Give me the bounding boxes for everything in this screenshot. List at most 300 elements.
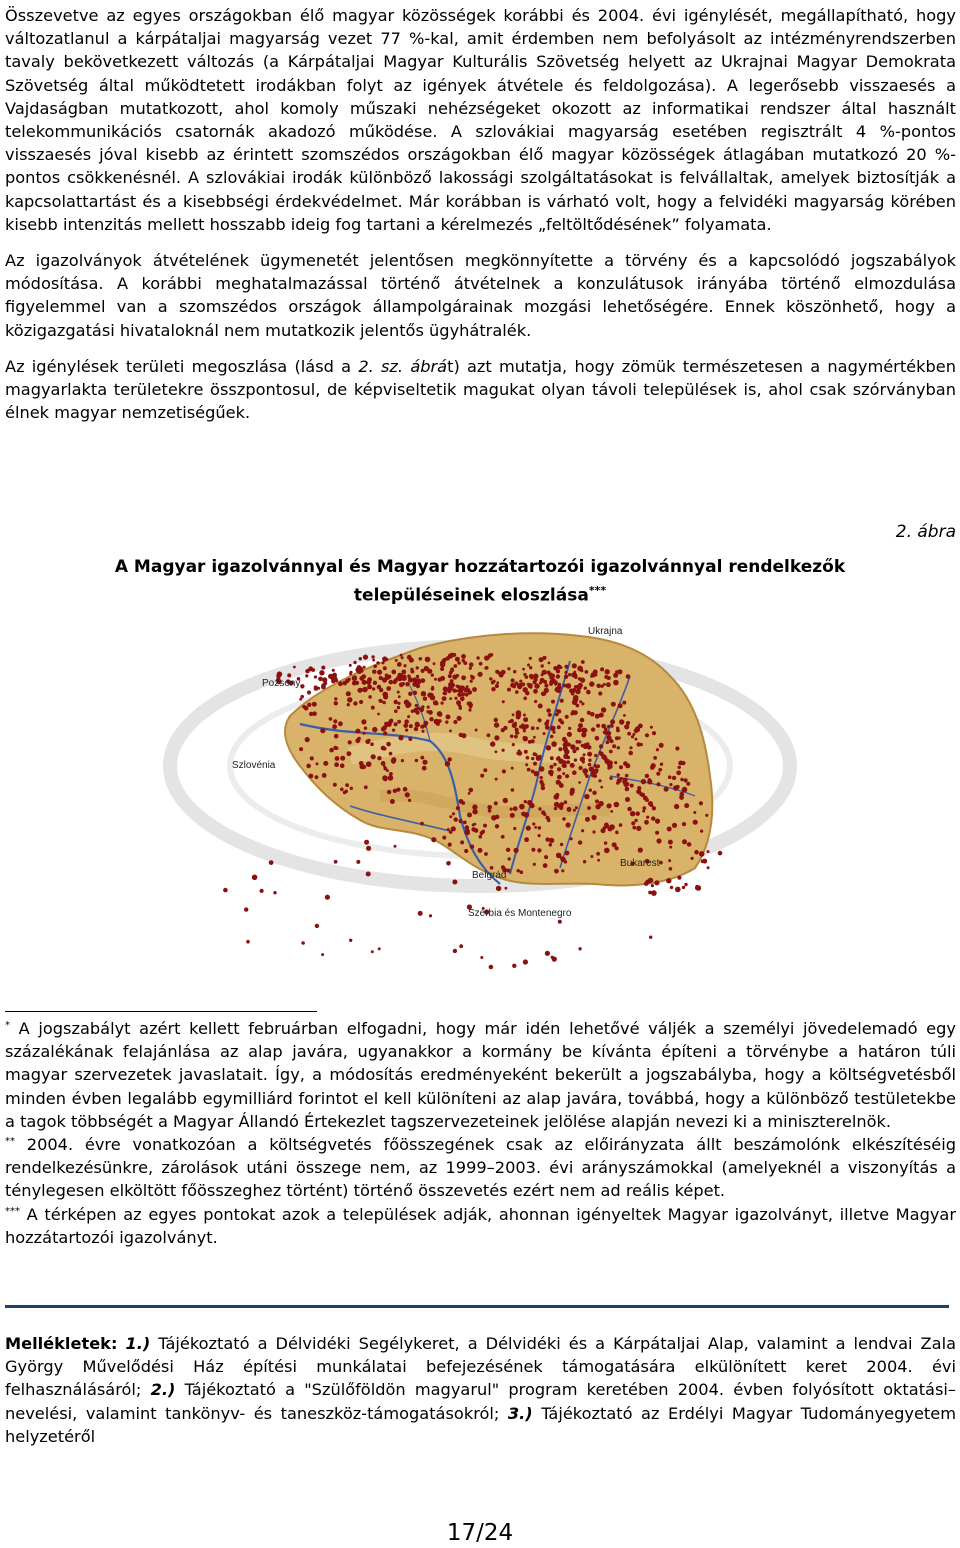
settlement-dot <box>333 746 337 750</box>
settlement-dot <box>445 761 450 766</box>
settlement-dot <box>373 681 377 685</box>
settlement-dot <box>524 837 529 842</box>
settlement-dot <box>452 880 457 885</box>
settlement-dot <box>677 876 681 880</box>
settlement-dot <box>510 683 515 688</box>
settlement-dot <box>644 820 649 825</box>
footnotes <box>5 1017 956 1249</box>
settlement-dot <box>578 840 582 844</box>
settlement-dot <box>550 765 554 769</box>
settlement-dot <box>392 757 397 762</box>
settlement-dot <box>494 722 499 727</box>
settlement-dot <box>581 660 585 664</box>
settlement-dot <box>641 779 646 784</box>
settlement-dot <box>607 725 611 729</box>
settlement-dot <box>362 732 365 735</box>
settlement-dot <box>520 870 524 874</box>
settlement-dot <box>622 779 627 784</box>
settlement-dot <box>679 796 683 800</box>
settlement-dot <box>587 806 591 810</box>
paragraph-3 <box>5 355 956 425</box>
settlement-dot <box>322 773 327 778</box>
body-text <box>5 4 956 424</box>
settlement-dot <box>645 774 649 778</box>
settlement-dot <box>638 848 643 853</box>
settlement-dot <box>617 746 620 749</box>
settlement-dot <box>260 889 264 893</box>
settlement-dot <box>366 872 371 877</box>
settlement-dot <box>613 680 619 686</box>
settlement-dot <box>699 851 705 857</box>
settlement-dot <box>589 681 594 686</box>
settlement-dot <box>693 820 698 825</box>
paragraph-2: Az igazolványok átvételének ügymenetét jelentősen megkönnyítette a törvény és a kapcsolódó jogszabályok módosítása. A korábbi meghatalmazással történő átvételnek a konzulátusok irányába történő elmozdulása figyelemmel van a szomszédos országok állampolgárainak mozgási lehetőségére. Ennek köszönhető, hogy a közigazgatási hivataloknál nem mutatkozik jelentős ügyhátralék. <box>5 251 956 340</box>
settlement-dot <box>550 735 554 739</box>
settlement-dot <box>427 706 430 709</box>
settlement-dot <box>588 763 592 767</box>
settlement-dot <box>371 950 374 953</box>
settlement-dot <box>390 799 395 804</box>
settlement-dot <box>603 683 606 686</box>
settlement-dot <box>597 859 600 862</box>
attachments-label: Mellékletek: <box>5 1334 118 1353</box>
settlement-dot <box>560 843 563 846</box>
settlement-dot <box>347 751 352 756</box>
settlement-dot <box>616 781 620 785</box>
settlement-dot <box>670 886 673 889</box>
settlement-dot <box>682 886 685 889</box>
settlement-dot <box>423 721 428 726</box>
settlement-dot <box>578 683 583 688</box>
settlement-dot <box>656 838 661 843</box>
settlement-dot <box>395 659 398 662</box>
settlement-dot <box>320 728 325 733</box>
settlement-dot <box>329 717 333 721</box>
map-label-szlovenia: Szlovénia <box>232 760 276 771</box>
settlement-dot <box>510 719 514 723</box>
settlement-dot <box>396 676 399 679</box>
settlement-dot <box>523 718 526 721</box>
settlement-dot <box>513 827 516 830</box>
settlement-dot <box>537 848 541 852</box>
settlement-dot <box>450 653 455 658</box>
settlement-dot <box>652 806 656 810</box>
settlement-dot <box>325 895 330 900</box>
settlement-dot <box>609 777 612 780</box>
settlement-dot <box>309 712 313 716</box>
settlement-dot <box>472 809 477 814</box>
settlement-dot <box>335 756 340 761</box>
settlement-dot <box>461 654 466 659</box>
settlement-dot <box>246 940 250 944</box>
settlement-dot <box>508 857 511 860</box>
settlement-dot <box>693 811 696 814</box>
settlement-dot <box>447 689 451 693</box>
settlement-dot <box>484 852 488 856</box>
settlement-dot <box>583 860 586 863</box>
settlement-dot <box>687 842 692 847</box>
settlement-dot <box>489 965 494 970</box>
settlement-dot <box>355 667 360 672</box>
settlement-dot <box>459 705 462 708</box>
settlement-dot <box>315 924 319 928</box>
settlement-dot <box>461 733 466 738</box>
settlement-dot <box>567 807 571 811</box>
settlement-dot <box>676 770 681 775</box>
settlement-dot <box>604 841 607 844</box>
settlement-dot <box>506 848 510 852</box>
settlement-dot <box>594 754 597 757</box>
settlement-dot <box>669 846 672 849</box>
settlement-dot <box>461 675 466 680</box>
settlement-dot <box>316 762 319 765</box>
figure-title <box>40 556 920 608</box>
settlement-dot <box>625 774 629 778</box>
settlement-dot <box>538 704 543 709</box>
settlement-dot <box>383 777 388 782</box>
settlement-dot <box>604 727 608 731</box>
settlement-dot <box>293 666 296 669</box>
settlement-dot <box>574 676 577 679</box>
settlement-dot <box>469 788 474 793</box>
settlement-dot <box>538 718 542 722</box>
settlement-dot <box>534 700 537 703</box>
settlement-dot <box>318 677 323 682</box>
settlement-dot <box>359 676 364 681</box>
settlement-dot <box>595 765 599 769</box>
settlement-dot <box>522 668 525 671</box>
settlement-dot <box>707 850 710 853</box>
settlement-dot <box>593 670 598 675</box>
settlement-dot <box>502 749 505 752</box>
settlement-dot <box>353 661 356 664</box>
settlement-dot <box>580 757 585 762</box>
attachment-2-text: Tájékoztató a "Szülőföldön magyarul" program keretében 2004. évben folyósított oktatási–nevelési, valamint tankönyv- és taneszköz-támogatásokról; <box>5 1380 956 1423</box>
map-label-bukarest: Bukarest <box>620 858 660 869</box>
settlement-dot <box>527 664 530 667</box>
settlement-dot <box>516 731 520 735</box>
settlement-dot <box>513 670 516 673</box>
settlement-dot <box>433 662 436 665</box>
settlement-dot <box>558 920 562 924</box>
settlement-dot <box>512 743 515 746</box>
settlement-dot <box>523 687 528 692</box>
settlement-dot <box>403 787 408 792</box>
settlement-dot <box>332 724 337 729</box>
settlement-dot <box>453 664 457 668</box>
settlement-dot <box>349 673 352 676</box>
settlement-dot <box>383 731 387 735</box>
settlement-dot <box>490 741 495 746</box>
settlement-dot <box>668 859 671 862</box>
settlement-dot <box>568 673 571 676</box>
settlement-dot <box>587 752 592 757</box>
settlement-dot <box>459 819 463 823</box>
settlement-dot <box>678 766 681 769</box>
settlement-dot <box>495 684 499 688</box>
settlement-dot <box>546 745 551 750</box>
settlement-dot <box>405 792 410 797</box>
settlement-dot <box>378 947 381 950</box>
settlement-dot <box>575 806 578 809</box>
settlement-dot <box>541 783 545 787</box>
settlement-dot <box>585 670 589 674</box>
settlement-dot <box>514 735 518 739</box>
settlement-dot <box>557 725 561 729</box>
settlement-dot <box>422 766 427 771</box>
settlement-dot <box>448 843 452 847</box>
settlement-dot <box>672 823 677 828</box>
settlement-dot <box>453 949 457 953</box>
settlement-dot <box>645 733 649 737</box>
settlement-dot <box>533 762 537 766</box>
settlement-dot <box>469 667 472 670</box>
settlement-dot <box>659 743 664 748</box>
settlement-dot <box>564 675 568 679</box>
settlement-dot <box>549 838 554 843</box>
settlement-dot <box>456 700 461 705</box>
settlement-dot <box>572 749 576 753</box>
settlement-dot <box>495 750 498 753</box>
settlement-dot <box>598 691 602 695</box>
settlement-dot <box>334 697 337 700</box>
settlement-dot <box>636 826 641 831</box>
settlement-dot <box>420 756 424 760</box>
settlement-dot <box>554 807 558 811</box>
settlement-dot <box>464 849 468 853</box>
settlement-dot <box>449 671 453 675</box>
settlement-dot <box>523 736 526 739</box>
settlement-dot <box>446 714 451 719</box>
settlement-dot <box>348 678 351 681</box>
settlement-dot <box>566 683 572 689</box>
settlement-dot <box>390 719 394 723</box>
settlement-dot <box>448 757 452 761</box>
settlement-dot <box>454 817 458 821</box>
settlement-dot <box>610 724 613 727</box>
settlement-dot <box>299 747 303 751</box>
settlement-dot <box>694 850 699 855</box>
settlement-dot <box>517 869 520 872</box>
settlement-dot <box>507 688 511 692</box>
settlement-dot <box>588 759 591 762</box>
settlement-dot <box>548 672 552 676</box>
settlement-dot <box>478 672 483 677</box>
settlement-dot <box>640 743 643 746</box>
settlement-dot <box>626 674 631 679</box>
settlement-dot <box>459 799 464 804</box>
settlement-dot <box>510 813 515 818</box>
settlement-dot <box>343 681 348 686</box>
settlement-dot <box>364 727 367 730</box>
settlement-dot <box>604 848 610 854</box>
settlement-dot <box>531 757 534 760</box>
settlement-dot <box>386 769 389 772</box>
settlement-dot <box>252 875 258 881</box>
settlement-dot <box>408 677 413 682</box>
settlement-dot <box>440 676 445 681</box>
settlement-dot <box>334 860 338 864</box>
settlement-dot <box>431 686 434 689</box>
settlement-dot <box>305 669 309 673</box>
settlement-dot <box>487 805 492 810</box>
settlement-dot <box>628 751 633 756</box>
settlement-dot <box>587 711 591 715</box>
settlement-dot <box>364 785 368 789</box>
settlement-dot <box>416 675 419 678</box>
settlement-dot <box>371 655 374 658</box>
settlement-dot <box>323 681 327 685</box>
settlement-dot <box>622 701 626 705</box>
settlement-dot <box>525 724 529 728</box>
settlement-dot <box>592 791 596 795</box>
settlement-dot <box>457 716 462 721</box>
settlement-dot <box>383 701 386 704</box>
settlement-dot <box>581 702 584 705</box>
settlement-dot <box>415 759 419 763</box>
settlement-dot <box>312 702 317 707</box>
settlement-dot <box>578 666 582 670</box>
settlement-dot <box>440 667 444 671</box>
attachment-3-number: 3.) <box>507 1403 533 1423</box>
settlement-dot <box>619 823 623 827</box>
settlement-dot <box>558 747 562 751</box>
settlement-dot <box>551 741 557 747</box>
settlement-dot <box>427 669 432 674</box>
settlement-dot <box>680 778 683 781</box>
map-label-ukrajna: Ukrajna <box>588 626 623 637</box>
settlement-dot <box>468 792 471 795</box>
settlement-dot <box>632 733 635 736</box>
footnote-2-mark: ** <box>5 1136 15 1148</box>
settlement-dot <box>577 728 582 733</box>
settlement-dot <box>614 761 617 764</box>
settlement-dot <box>331 679 335 683</box>
settlement-dot <box>636 812 640 816</box>
settlement-dot <box>307 703 311 707</box>
settlement-dot <box>651 763 656 768</box>
settlement-dot <box>397 706 400 709</box>
settlement-dot <box>624 724 629 729</box>
settlement-dot <box>301 941 305 945</box>
settlement-dot <box>590 855 593 858</box>
settlement-dot <box>656 748 659 751</box>
settlement-dot <box>360 669 363 672</box>
settlement-dot <box>446 861 451 866</box>
settlement-dot <box>398 695 401 698</box>
settlement-dot <box>611 702 616 707</box>
settlement-dot <box>519 725 523 729</box>
settlement-dot <box>306 764 311 769</box>
settlement-dot <box>631 821 635 825</box>
settlement-dot <box>428 710 433 715</box>
settlement-dot <box>608 760 613 765</box>
settlement-dot <box>612 744 616 748</box>
settlement-dot <box>305 737 310 742</box>
settlement-dot <box>315 775 319 779</box>
settlement-dot <box>408 799 411 802</box>
settlement-dot <box>462 659 465 662</box>
settlement-dot <box>483 768 487 772</box>
settlement-dot <box>627 732 631 736</box>
settlement-dot <box>545 951 550 956</box>
settlement-dot <box>592 815 597 820</box>
settlement-dot <box>366 846 371 851</box>
settlement-dot <box>449 830 453 834</box>
settlement-dot <box>364 840 369 845</box>
settlement-dot <box>372 659 375 662</box>
settlement-dot <box>492 680 495 683</box>
settlement-dot <box>683 788 687 792</box>
settlement-dot <box>383 694 388 699</box>
settlement-dot <box>373 664 377 668</box>
settlement-dot <box>450 667 454 671</box>
settlement-dot <box>370 742 374 746</box>
settlement-dot <box>606 731 610 735</box>
settlement-dot <box>549 680 554 685</box>
settlement-dot <box>575 747 579 751</box>
settlement-dot <box>334 677 337 680</box>
settlement-dot <box>273 891 276 894</box>
settlement-dot <box>557 756 561 760</box>
settlement-dot <box>566 742 569 745</box>
settlement-dot <box>562 817 566 821</box>
settlement-dot <box>627 807 632 812</box>
settlement-dot <box>589 789 592 792</box>
settlement-dot <box>357 688 362 693</box>
settlement-dot <box>408 737 412 741</box>
settlement-dot <box>536 727 539 730</box>
settlement-dot <box>349 664 352 667</box>
settlement-dot <box>360 764 365 769</box>
settlement-dot <box>635 726 640 731</box>
settlement-dot <box>502 700 505 703</box>
settlement-dot <box>401 656 404 659</box>
settlement-dot <box>465 825 469 829</box>
settlement-dot <box>570 837 573 840</box>
settlement-dot <box>534 826 537 829</box>
settlement-dot <box>510 734 514 738</box>
settlement-dot <box>355 738 360 743</box>
settlement-dot <box>529 657 532 660</box>
settlement-dot <box>700 830 703 833</box>
settlement-dot <box>654 880 659 885</box>
page-number: 17/24 <box>446 1520 514 1546</box>
settlement-dot <box>396 788 400 792</box>
settlement-dot <box>540 776 543 779</box>
settlement-dot <box>599 713 604 718</box>
settlement-dot <box>361 719 366 724</box>
settlement-dot <box>561 869 564 872</box>
settlement-dot <box>394 700 398 704</box>
settlement-dot <box>423 697 427 701</box>
settlement-dot <box>277 671 283 677</box>
settlement-dot <box>524 750 528 754</box>
settlement-dot <box>389 772 393 776</box>
settlement-dot <box>310 756 314 760</box>
settlement-dot <box>381 746 386 751</box>
settlement-dot <box>568 727 571 730</box>
settlement-dot <box>405 729 408 732</box>
settlement-dot <box>356 860 360 864</box>
settlement-dot <box>620 777 623 780</box>
settlement-dot <box>510 808 513 811</box>
settlement-dot <box>618 703 623 708</box>
settlement-dot <box>570 792 574 796</box>
settlement-dot <box>392 729 395 732</box>
settlement-dot <box>570 763 575 768</box>
settlement-dot <box>623 714 626 717</box>
